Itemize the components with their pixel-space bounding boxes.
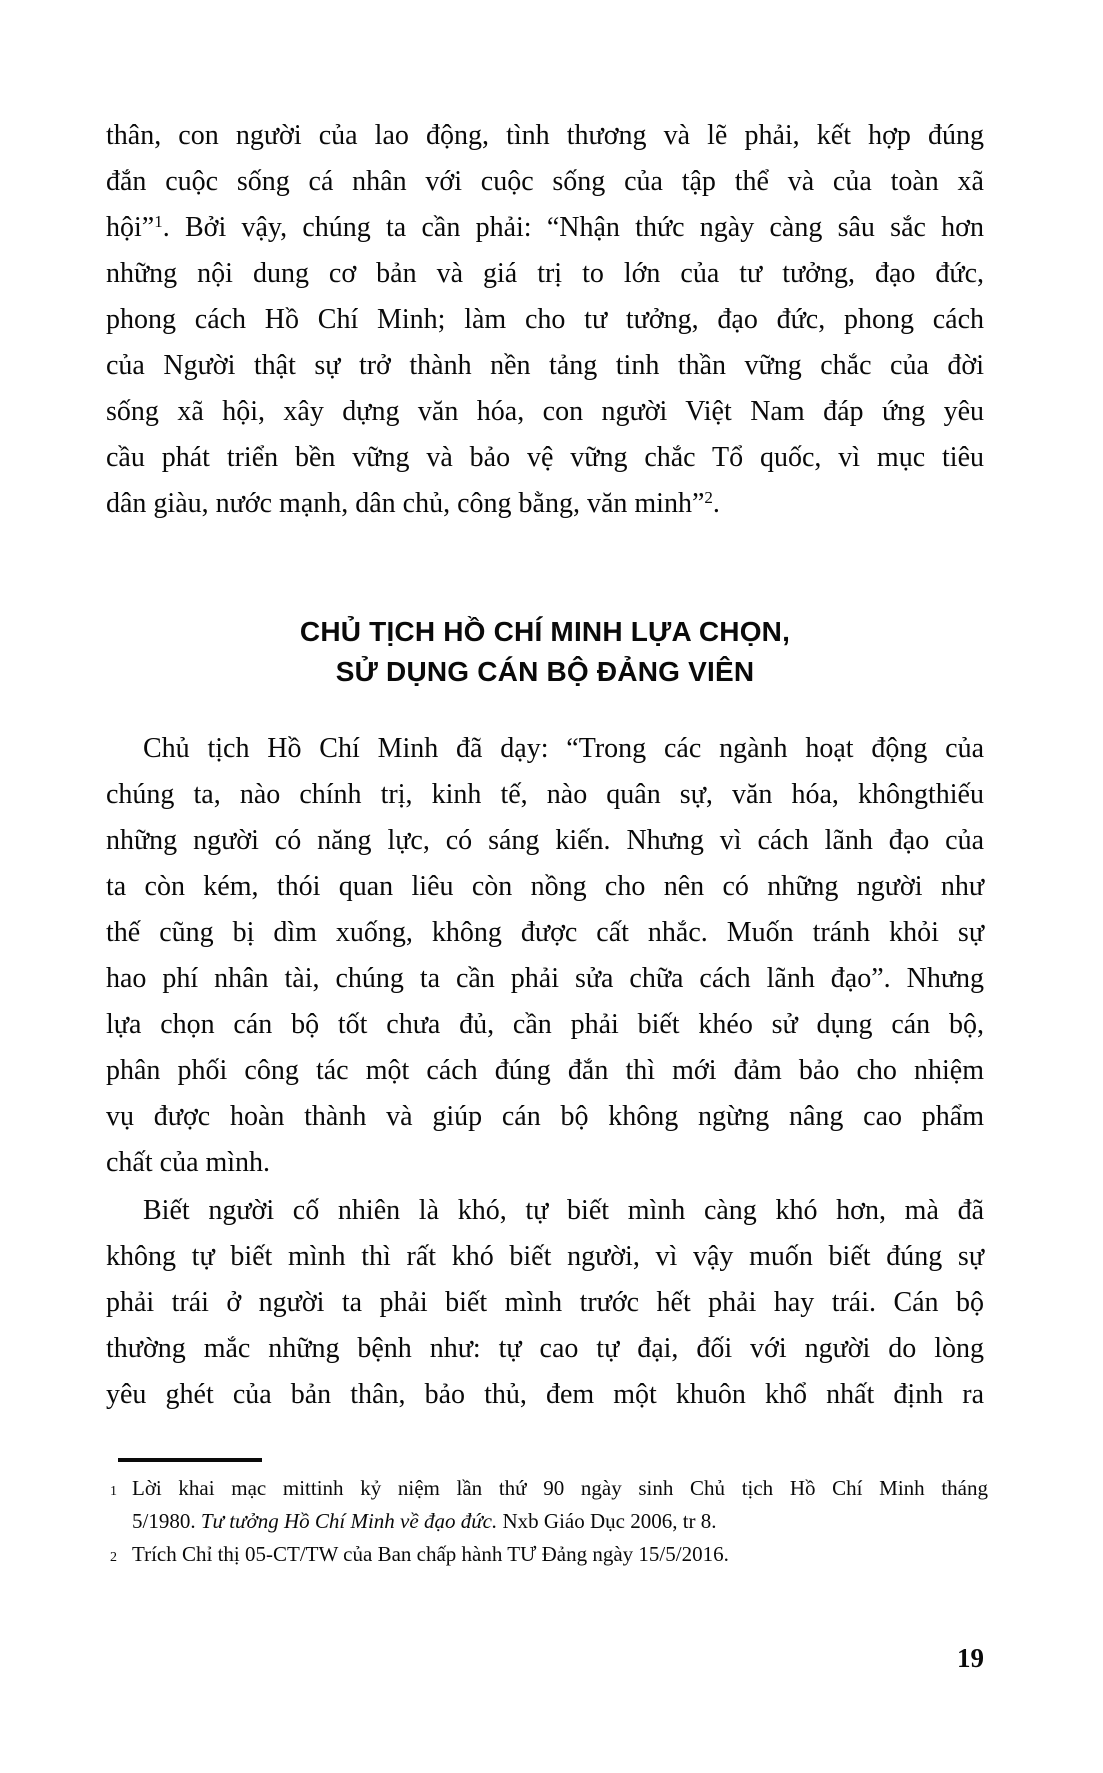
text-line: phong cách Hồ Chí Minh; làm cho tư tưởng, đạo đức, phong cách (106, 304, 984, 335)
footnote-line: Lời khai mạc mittinh kỷ niệm lần thứ 90 ngày sinh Chủ tịch Hồ Chí Minh tháng (132, 1476, 988, 1500)
footnote-divider (118, 1458, 262, 1462)
page-number: 19 (957, 1643, 984, 1673)
text-line: thế cũng bị dìm xuống, không được cất nhắc. Muốn tránh khỏi sự (106, 917, 984, 948)
text-segment: . (712, 488, 720, 519)
footnote-marker-2: 2 (110, 1550, 117, 1565)
footnote-ref-2: 2 (704, 488, 713, 507)
text-line: yêu ghét của bản thân, bảo thủ, đem một khuôn khổ nhất định ra (106, 1379, 984, 1410)
text-line: những người có năng lực, có sáng kiến. Nhưng vì cách lãnh đạo của (106, 825, 984, 856)
text-line: đắn cuộc sống cá nhân với cuộc sống của tập thể và của toàn xã (106, 166, 984, 197)
text-line (106, 205, 984, 251)
footnote-line (132, 1505, 988, 1538)
text-line: phân phối công tác một cách đúng đắn thì mới đảm bảo cho nhiệm (106, 1055, 984, 1086)
text-line (106, 481, 984, 527)
text-line: chúng ta, nào chính trị, kinh tế, nào quân sự, văn hóa, khôngthiếu (106, 779, 984, 810)
text-line: thường mắc những bệnh như: tự cao tự đại, đối với người do lòng (106, 1333, 984, 1364)
footnote-1 (110, 1472, 988, 1538)
text-segment: dân giàu, nước mạnh, dân chủ, công bằng, văn minh” (106, 488, 705, 519)
paragraph-3 (106, 1188, 984, 1418)
footnote-2 (110, 1538, 988, 1571)
text-line: lựa chọn cán bộ tốt chưa đủ, cần phải biết khéo sử dụng cán bộ, (106, 1009, 984, 1040)
section-heading-line-2: SỬ DỤNG CÁN BỘ ĐẢNG VIÊN (335, 656, 755, 687)
text-segment: hội” (106, 212, 155, 243)
text-line: Biết người cố nhiên là khó, tự biết mình càng khó hơn, mà đã (143, 1195, 984, 1226)
book-title-italic: Tư tưởng Hồ Chí Minh về đạo đức. (200, 1509, 498, 1533)
section-heading-line-1: CHỦ TỊCH HỒ CHÍ MINH LỰA CHỌN, (299, 616, 791, 647)
footnote-marker-1: 1 (110, 1484, 117, 1499)
text-segment: . Bởi vậy, chúng ta cần phải: “Nhận thức ngày càng sâu sắc hơn (162, 212, 984, 243)
footnote-ref-1: 1 (154, 212, 163, 231)
section-heading (106, 612, 984, 692)
text-line: hao phí nhân tài, chúng ta cần phải sửa chữa cách lãnh đạo”. Nhưng (106, 963, 984, 994)
text-line: những nội dung cơ bản và giá trị to lớn của tư tưởng, đạo đức, (106, 258, 984, 289)
text-line: cầu phát triển bền vững và bảo vệ vững chắc Tổ quốc, vì mục tiêu (106, 442, 984, 473)
text-line: ta còn kém, thói quan liêu còn nồng cho nên có những người như (106, 871, 984, 902)
text-line: chất của mình. (106, 1147, 271, 1178)
text-line: phải trái ở người ta phải biết mình trước hết phải hay trái. Cán bộ (106, 1287, 984, 1318)
text-line: không tự biết mình thì rất khó biết người, vì vậy muốn biết đúng sự (106, 1241, 984, 1272)
text-segment: Nxb Giáo Dục 2006, tr 8. (497, 1509, 717, 1533)
text-segment: 5/1980. (132, 1509, 201, 1533)
paragraph-2 (106, 726, 984, 1186)
paragraph-1 (106, 113, 984, 527)
text-line: Chủ tịch Hồ Chí Minh đã dạy: “Trong các ngành hoạt động của (143, 733, 984, 764)
footnote-line: Trích Chỉ thị 05-CT/TW của Ban chấp hành TƯ Đảng ngày 15/5/2016. (132, 1542, 729, 1566)
text-line: của Người thật sự trở thành nền tảng tinh thần vững chắc của đời (106, 350, 984, 381)
text-line: vụ được hoàn thành và giúp cán bộ không ngừng nâng cao phẩm (106, 1101, 984, 1132)
text-line: thân, con người của lao động, tình thương và lẽ phải, kết hợp đúng (106, 120, 984, 151)
footnotes (110, 1472, 988, 1571)
text-line: sống xã hội, xây dựng văn hóa, con người Việt Nam đáp ứng yêu (106, 396, 984, 427)
